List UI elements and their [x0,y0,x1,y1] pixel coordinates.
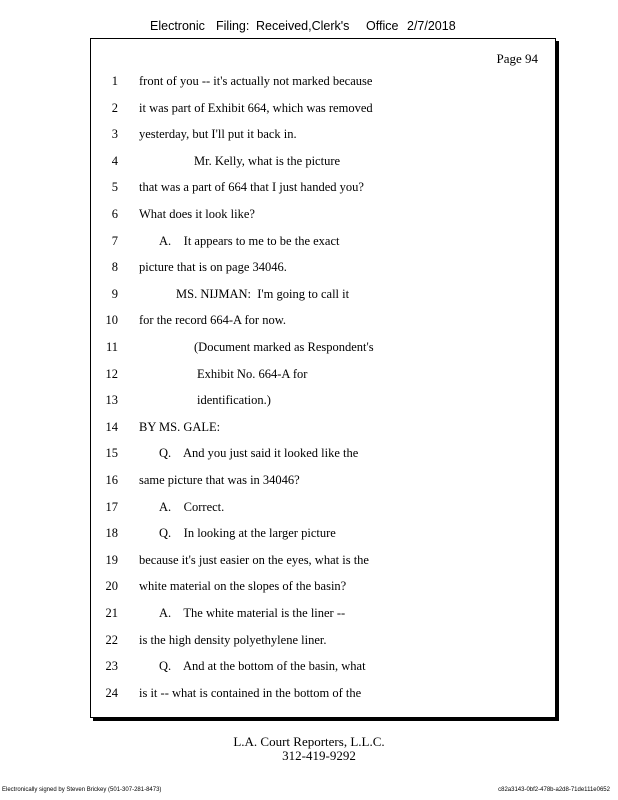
line-text: picture that is on page 34046. [139,260,287,275]
transcript-line [91,364,555,384]
line-number: 14 [105,419,118,434]
line-text: identification.) [197,393,271,408]
line-number: 23 [105,659,118,674]
line-number: 4 [111,153,118,168]
line-text: is it -- what is contained in the bottom of the [139,685,362,700]
transcript-line [91,470,555,490]
line-text: front of you -- it's actually not marked because [139,74,373,88]
header-word-electronic: Electronic [150,19,205,33]
transcript-line [91,204,555,224]
transcript-line [91,98,555,118]
line-number: 24 [105,685,118,700]
transcript-line [91,683,555,703]
line-text: Q. And you just said it looked like the [159,446,359,461]
line-text: Mr. Kelly, what is the picture [194,153,341,168]
line-number: 22 [105,632,118,647]
transcript-line [91,630,555,650]
line-number: 6 [111,207,118,221]
footer-phone: 312-419-9292 [282,748,356,763]
line-text: (Document marked as Respondent's [194,340,374,354]
transcript-line [91,124,555,144]
line-number: 3 [111,127,118,142]
line-number: 9 [111,286,118,301]
line-number: 8 [111,260,118,275]
line-text: white material on the slopes of the basin? [139,579,347,594]
line-text: Exhibit No. 664-A for [197,366,308,381]
line-text: A. It appears to me to be the exact [159,233,340,248]
line-text: because it's just easier on the eyes, what is the [139,552,369,567]
transcript-line [91,231,555,251]
line-text: same picture that was in 34046? [139,473,300,487]
transcript-line [91,71,555,91]
transcript-line [91,603,555,623]
transcript-line [91,310,555,330]
line-text: yesterday, but I'll put it back in. [139,127,297,142]
line-number: 20 [105,579,118,594]
transcript-line [91,576,555,596]
line-number: 21 [105,606,118,620]
line-text: What does it look like? [139,207,255,221]
signature-left: Electronically signed by Steven Brickey (501-307-281-8473) [2,787,162,793]
line-text: A. The white material is the liner -- [159,606,346,620]
line-number: 15 [105,446,118,461]
line-number: 17 [105,499,118,514]
header-word-office: Office [366,19,399,33]
signature-right: c82a3143-0bf2-478b-a2d8-71de111e0652 [498,787,610,793]
transcript-line [91,151,555,171]
transcript-line [91,443,555,463]
line-text: Q. And at the bottom of the basin, what [159,659,366,674]
line-number: 10 [105,313,118,328]
transcript-line [91,656,555,676]
transcript-line [91,337,555,357]
line-text: it was part of Exhibit 664, which was removed [139,100,373,115]
line-number: 19 [105,552,118,567]
line-number: 7 [111,233,118,248]
line-number: 12 [105,366,118,381]
transcript-line [91,550,555,570]
line-number: 11 [105,340,118,354]
line-number: 18 [105,526,118,541]
transcript-line [91,284,555,304]
line-text: MS. NIJMAN: I'm going to call it [176,286,350,301]
line-number: 2 [111,100,118,115]
page-number: Page 94 [496,51,538,66]
line-text: for the record 664-A for now. [139,313,287,328]
header-word-received: Received,Clerk's [256,19,350,33]
line-text: A. Correct. [159,499,225,514]
line-text: that was a part of 664 that I just handed you? [139,180,364,195]
footer-company: L.A. Court Reporters, L.L.C. [233,734,385,749]
line-text: BY MS. GALE: [139,419,221,434]
line-number: 1 [111,74,118,88]
line-number: 13 [105,393,118,408]
transcript-line [91,417,555,437]
line-text: is the high density polyethylene liner. [139,632,327,647]
line-number: 16 [105,473,118,487]
header-date: 2/7/2018 [407,19,456,33]
line-text: Q. In looking at the larger picture [159,526,336,541]
transcript-page [90,38,556,718]
transcript-line [91,497,555,517]
transcript-line [91,390,555,410]
line-number: 5 [111,180,118,195]
header-word-filing: Filing: [216,19,250,33]
transcript-line [91,523,555,543]
transcript-line [91,257,555,277]
transcript-line [91,177,555,197]
